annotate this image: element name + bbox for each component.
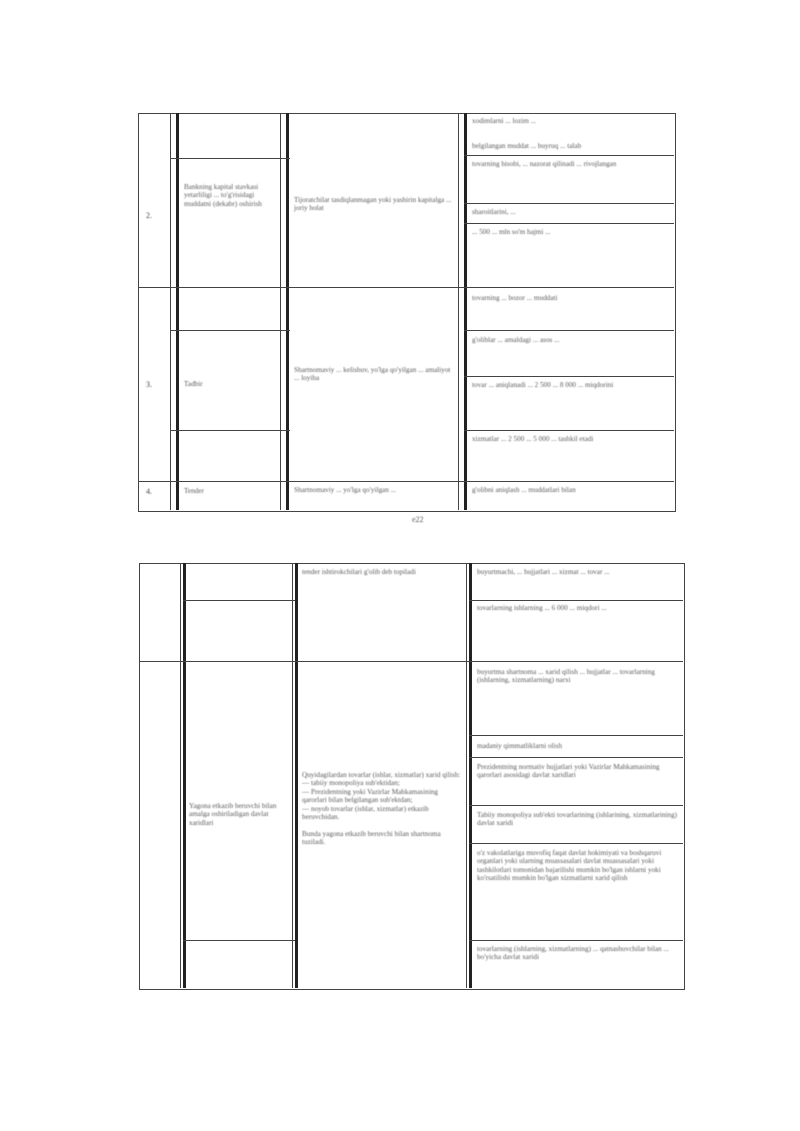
subrow-divider (170, 330, 290, 331)
col-divider-thick (286, 113, 289, 510)
subrow-divider (170, 158, 290, 159)
requirement-cell: tovar ... aniqlanadi ... 2 500 ... 8 000 ... miqdorini (472, 381, 614, 389)
row-description: Shartnomaviy ... yo'lga qo'yilgan ... (294, 486, 397, 494)
row-description: tender ishtirokchilari g'olib deb topiladi (302, 568, 416, 576)
subrow-divider (464, 330, 674, 331)
row-number: 3. (146, 380, 152, 389)
subrow-divider (469, 940, 683, 941)
row-description: Tijoratchilar tasdiqlanmagan yoki yashirin kapitalga ... joriy holat (294, 196, 452, 213)
subrow-divider (464, 203, 674, 204)
subrow-divider (469, 805, 683, 806)
row-divider (138, 287, 674, 288)
col-divider (466, 563, 467, 988)
requirement-cell: tovarlarning (ishlarning, xizmatlarning) ... qatnashuvchilar bilan ... bo'yicha davlat xaridi (477, 945, 669, 962)
col-divider-thick (176, 113, 179, 510)
row-number: 4. (146, 487, 152, 496)
requirement-cell: Prezidentning normativ hujjatlari yoki Vazirlar Mahkamasining qarorlari asosidagi davlat xaridlari (477, 763, 660, 780)
subrow-divider (469, 735, 683, 736)
col-divider (280, 113, 281, 510)
row-name: Yagona etkazib beruvchi bilan amalga oshiriladigan davlat xaridlari (189, 802, 277, 827)
requirement-cell: tovarning ... bozor ... muddati (472, 294, 558, 302)
row-name: Bankning kapital stavkasi yetarliligi ... to'g'risidagi muddatni (dekabr) oshirish (184, 183, 262, 208)
subrow-divider (469, 843, 683, 844)
requirement-cell: sharoitlarini, ... (472, 208, 516, 216)
col-divider-thick (295, 563, 298, 988)
row-description: Quyidagilardan tovarlar (ishlar, xizmatlar) xarid qilish: — tabiiy monopoliya sub'ektidan; — Prezidentning yoki Vazirlar Mahkamasining qarorlari bilan belgilangan sub'ektdan; — noyob tovarlar (ishlar, xizmatlar) etkazib beruvchidan. Bunda yagona etkazib beruvchi bilan shartnoma tuziladi. (302, 771, 461, 847)
row-divider (139, 661, 683, 662)
subrow-divider (464, 223, 674, 224)
requirement-cell: g'olibni aniqlash ... muddatlari bilan (472, 486, 576, 494)
requirement-cell: Tabiiy monopoliya sub'ekti tovarlarining (ishlarining, xizmatlarining) davlat xaridi (477, 811, 678, 828)
requirement-cell: belgilangan muddat ... buyruq ... talab (472, 142, 582, 150)
row-name: Tender (184, 487, 204, 495)
row-number: 2. (146, 211, 152, 220)
col-divider (292, 563, 293, 988)
subrow-divider (170, 430, 290, 431)
subrow-divider (469, 600, 683, 601)
requirement-cell: xodimlarni ... lozim ... (472, 117, 537, 125)
page-number: e22 (412, 515, 424, 524)
requirement-cell: xizmatlar ... 2 500 ... 5 000 ... tashkil etadi (472, 435, 594, 443)
row-divider (138, 481, 674, 482)
requirement-cell: madaniy qimmatliklarni olish (477, 742, 563, 750)
row-name: Tadbir (184, 380, 203, 388)
requirement-cell: buyurtma shartnoma ... xarid qilish ... hujjatlar ... tovarlarning (ishlarning, xizmatlarning) narxi (477, 668, 655, 685)
requirement-cell: tovarning hisobi, ... nazorat qilinadi ... rivojlangan (472, 160, 617, 168)
subrow-divider (464, 155, 674, 156)
requirement-cell: ... 500 ... mln so'm hajmi ... (472, 228, 551, 236)
subrow-divider (464, 376, 674, 377)
top-table-frame (138, 113, 676, 512)
subrow-divider (464, 430, 674, 431)
requirement-cell: g'oliblar ... amaldagi ... asos ... (472, 336, 560, 344)
col-divider (170, 113, 171, 510)
requirement-cell: buyurtmachi, ... hujjatlari ... xizmat ... tovar ... (477, 568, 610, 576)
row-description: Shartnomaviy ... kelishuv, yo'lga qo'yilgan ... amaliyot ... loyiha (294, 366, 451, 383)
requirement-cell: tovarlarning ishlarning ... 6 000 ... miqdori ... (477, 604, 607, 612)
col-divider-thick (464, 113, 467, 510)
col-divider-thick (469, 563, 472, 988)
subrow-divider (183, 940, 295, 941)
col-divider-thick (183, 563, 186, 988)
col-divider (180, 563, 181, 988)
requirement-cell: o'z vakolatlariga muvofiq faqat davlat hokimiyati va boshqaruvi organlari yoki ularning muassasalari davlat muassasalari yoki tashkilotlari tomonidan bajarilishi mumkin bo'lgan ishlarni yoki ko'rsatilishi mumkin bo'lgan xizmatlarni xarid qilish (477, 849, 662, 883)
col-divider (458, 113, 459, 510)
subrow-divider (183, 600, 295, 601)
subrow-divider (469, 757, 683, 758)
